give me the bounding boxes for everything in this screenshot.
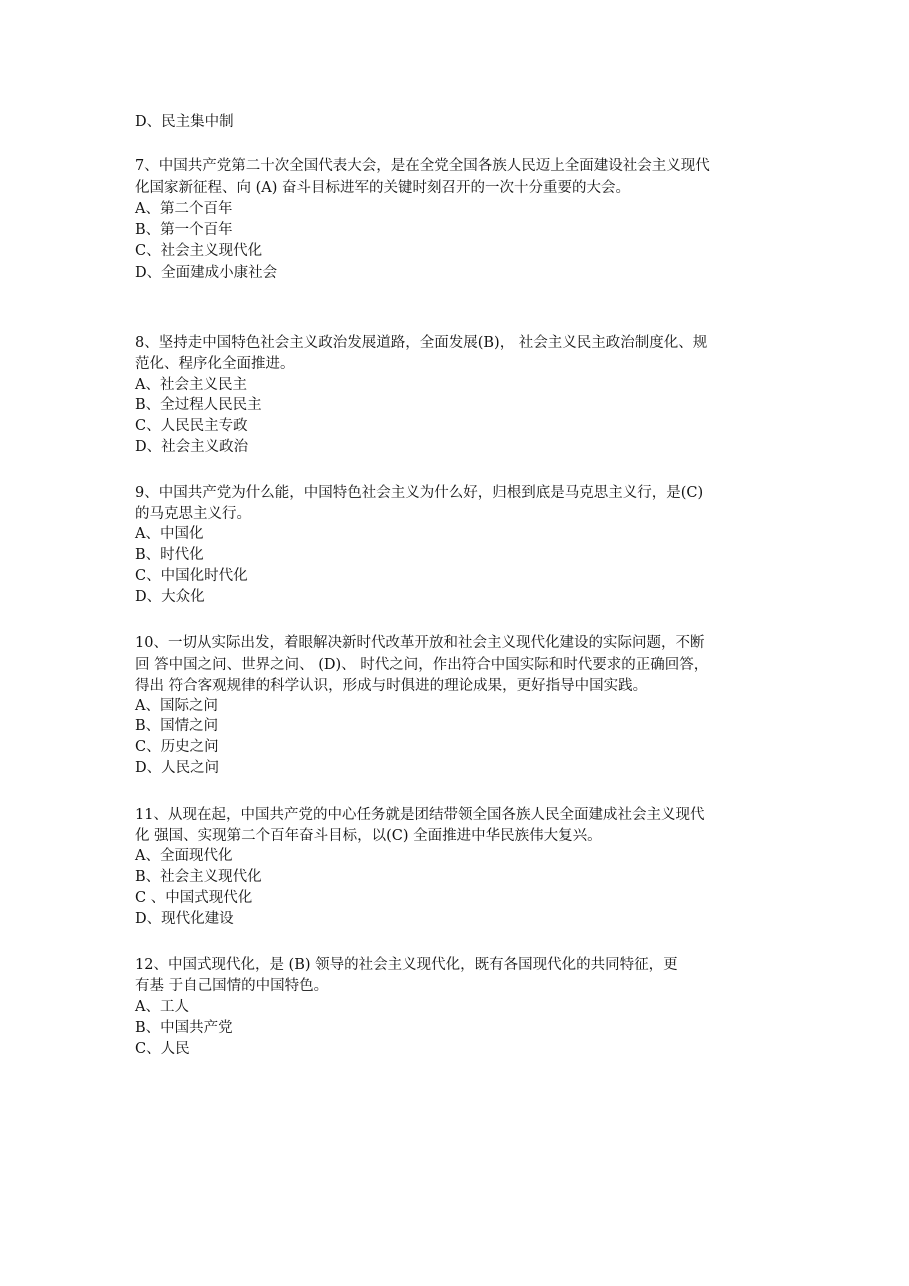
question-line: 10、一切从实际出发，着眼解决新时代改革开放和社会主义现代化建设的实际问题，不断	[135, 635, 705, 651]
question-line: 得出 符合客观规律的科学认识，形成与时俱进的理论成果，更好指导中国实践。	[135, 678, 648, 694]
question-line: 的马克思主义行。	[135, 506, 251, 522]
option-line: B、中国共产党	[135, 1020, 233, 1036]
option-line: D、民主集中制	[135, 114, 234, 130]
option-line: C、社会主义现代化	[135, 243, 263, 259]
option-line: A、全面现代化	[135, 848, 233, 864]
question-line: 7、中国共产党第二十次全国代表大会，是在全党全国各族人民迈上全面建设社会主义现代	[135, 158, 710, 174]
option-line: C、历史之问	[135, 739, 219, 755]
question-line: 12、中国式现代化，是 (B) 领导的社会主义现代化，既有各国现代化的共同特征，更	[135, 957, 678, 973]
option-line: A、工人	[135, 999, 189, 1015]
option-line: B、全过程人民民主	[135, 397, 262, 413]
option-line: A、社会主义民主	[135, 377, 247, 393]
option-line: D、人民之问	[135, 760, 220, 776]
question-line: 化 强国、实现第二个百年奋斗目标，以(C) 全面推进中华民族伟大复兴。	[135, 828, 602, 844]
option-line: A、第二个百年	[135, 201, 233, 217]
option-line: B、社会主义现代化	[135, 869, 262, 885]
option-line: D、全面建成小康社会	[135, 265, 278, 281]
question-line: 化国家新征程、向 (A) 奋斗目标进军的关键时刻召开的一次十分重要的大会。	[135, 180, 631, 196]
option-line: C 、中国式现代化	[135, 890, 253, 906]
question-line: 有基 于自己国情的中国特色。	[135, 978, 329, 994]
option-line: D、现代化建设	[135, 911, 234, 927]
question-line: 11、从现在起，中国共产党的中心任务就是团结带领全国各族人民全面建成社会主义现代	[135, 807, 705, 823]
question-line: 回 答中国之问、世界之问、 (D)、 时代之问，作出符合中国实际和时代要求的正确回答，	[135, 657, 709, 673]
option-line: B、国情之问	[135, 718, 219, 734]
option-line: C、中国化时代化	[135, 568, 248, 584]
option-line: A、国际之问	[135, 698, 218, 714]
option-line: A、中国化	[135, 526, 204, 542]
question-line: 范化、程序化全面推进。	[135, 356, 295, 372]
question-line: 9、中国共产党为什么能，中国特色社会主义为什么好，归根到底是马克思主义行，是(C)	[135, 485, 704, 501]
option-line: D、社会主义政治	[135, 439, 249, 455]
question-line: 8、坚持走中国特色社会主义政治发展道路，全面发展(B)， 社会主义民主政治制度化、规	[135, 335, 708, 351]
option-line: B、时代化	[135, 547, 204, 563]
option-line: B、第一个百年	[135, 222, 233, 238]
option-line: C、人民	[135, 1041, 190, 1057]
option-line: D、大众化	[135, 589, 205, 605]
option-line: C、人民民主专政	[135, 418, 248, 434]
